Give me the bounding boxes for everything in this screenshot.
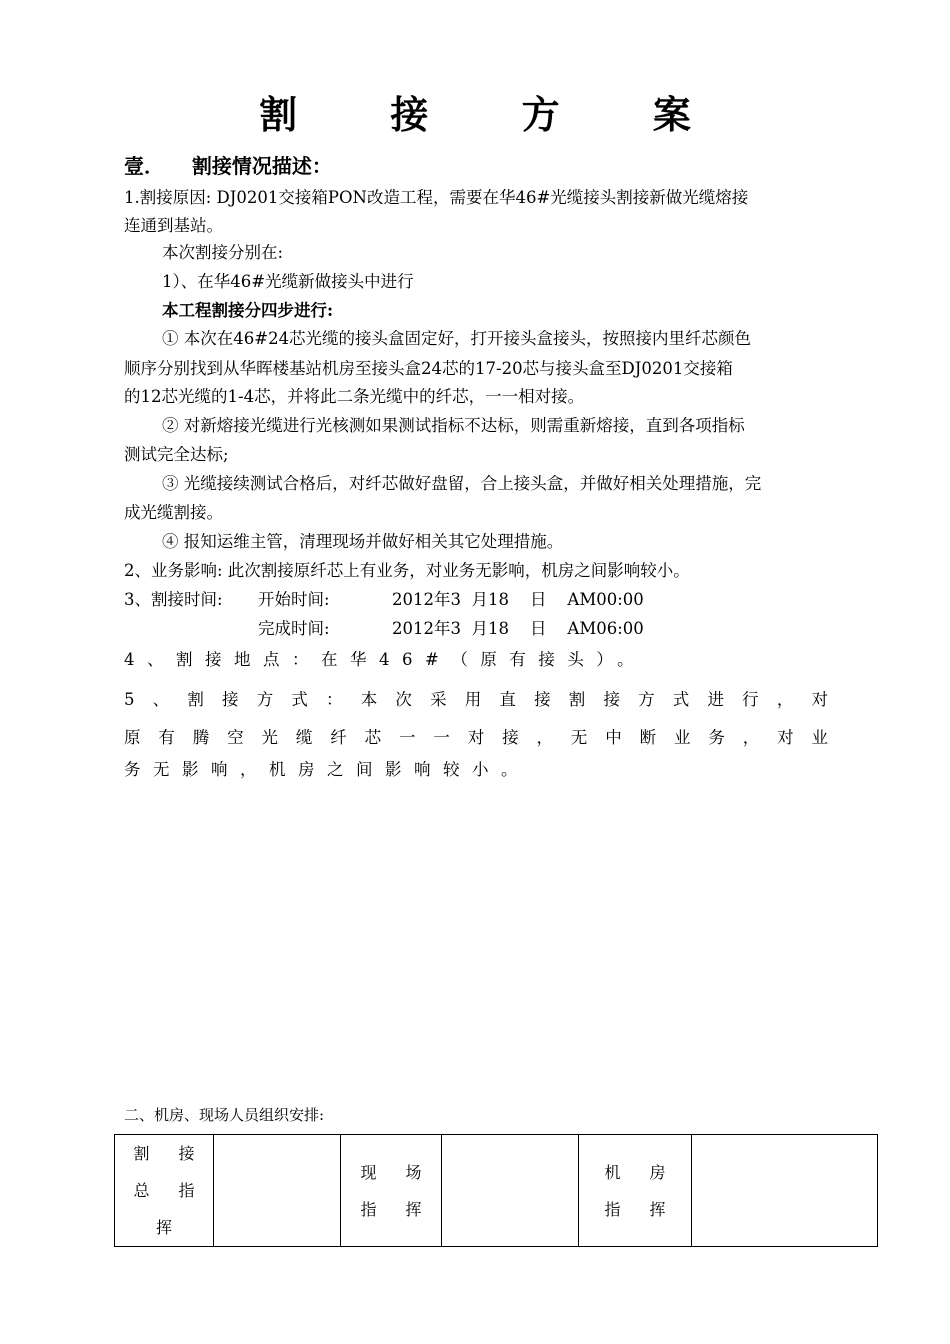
chief-label-line-2: 总 指 (133, 1181, 207, 1200)
location-intro: 本次割接分别在: (162, 243, 284, 262)
step2-line-2: 测试完全达标; (124, 445, 229, 464)
end-time-value: 2012年3 月18 日 AM06:00 (392, 619, 644, 638)
section2-heading: 二、机房、现场人员组织安排: (124, 1106, 325, 1124)
start-time-value: 2012年3 月18 日 AM00:00 (392, 590, 644, 609)
step1-line-3: 的12芯光缆的1-4芯，并将此二条光缆中的纤芯，一一相对接。 (124, 387, 585, 406)
room-label-line-2: 指 挥 (604, 1199, 678, 1219)
cutover-method-line-1: 5、割接方式：本次采用直接割接方式进行，对 (124, 690, 828, 709)
step3-line-1: ③ 光缆接续测试合格后，对纤芯做好盘留，合上接头盒，并做好相关处理措施，完 (162, 474, 762, 493)
cutover-method-line-3: 务无影响，机房之间影响较小。 (124, 760, 530, 779)
chief-label-line-1: 割 接 (133, 1144, 207, 1163)
table-row (115, 1135, 878, 1247)
steps-heading: 本工程割接分四步进行: (162, 301, 334, 320)
step4-line: ④ 报知运维主管，清理现场并做好相关其它处理措施。 (162, 532, 564, 551)
page-title: 割 接 方 案 (259, 92, 731, 137)
reason-line-1: 1.割接原因: DJ0201交接箱PON改造工程，需要在华46#光缆接头割接新做光缆熔接 (124, 188, 749, 207)
section1-heading: 壹． 割接情况描述： (124, 154, 332, 178)
room-commander-label (579, 1135, 692, 1247)
step3-line-2: 成光缆割接。 (124, 503, 223, 522)
end-time-label: 完成时间: (258, 619, 330, 638)
business-impact: 2、业务影响: 此次割接原纤芯上有业务，对业务无影响，机房之间影响较小。 (124, 561, 690, 580)
reason-line-2: 连通到基站。 (124, 216, 223, 235)
chief-label-line-3: 挥 (155, 1218, 184, 1237)
room-label-line-1: 机 房 (604, 1162, 678, 1182)
chief-commander-value (214, 1135, 341, 1247)
cutover-time-label: 3、割接时间: (124, 590, 223, 609)
site-commander-value (442, 1135, 579, 1247)
cutover-location: 4、割接地点：在华46#（原有接头）。 (124, 650, 647, 669)
site-label-line-1: 现 场 (360, 1162, 434, 1182)
site-label-line-2: 指 挥 (360, 1199, 434, 1219)
cutover-method-line-2: 原有腾空光缆纤芯一一对接，无中断业务，对业 (124, 728, 828, 747)
step1-line-2: 顺序分别找到从华晖楼基站机房至接头盒24芯的17-20芯与接头盒至DJ0201交接箱 (124, 359, 733, 378)
staff-table (114, 1134, 878, 1247)
room-commander-value (692, 1135, 878, 1247)
site-commander-label (341, 1135, 442, 1247)
chief-commander-label (115, 1135, 214, 1247)
step1-line-1: ① 本次在46#24芯光缆的接头盒固定好，打开接头盒接头，按照接内里纤芯颜色 (162, 329, 752, 348)
location-item-1: 1）、在华46#光缆新做接头中进行 (162, 272, 414, 291)
start-time-label: 开始时间: (258, 590, 330, 609)
step2-line-1: ② 对新熔接光缆进行光核测如果测试指标不达标，则需重新熔接，直到各项指标 (162, 416, 745, 435)
